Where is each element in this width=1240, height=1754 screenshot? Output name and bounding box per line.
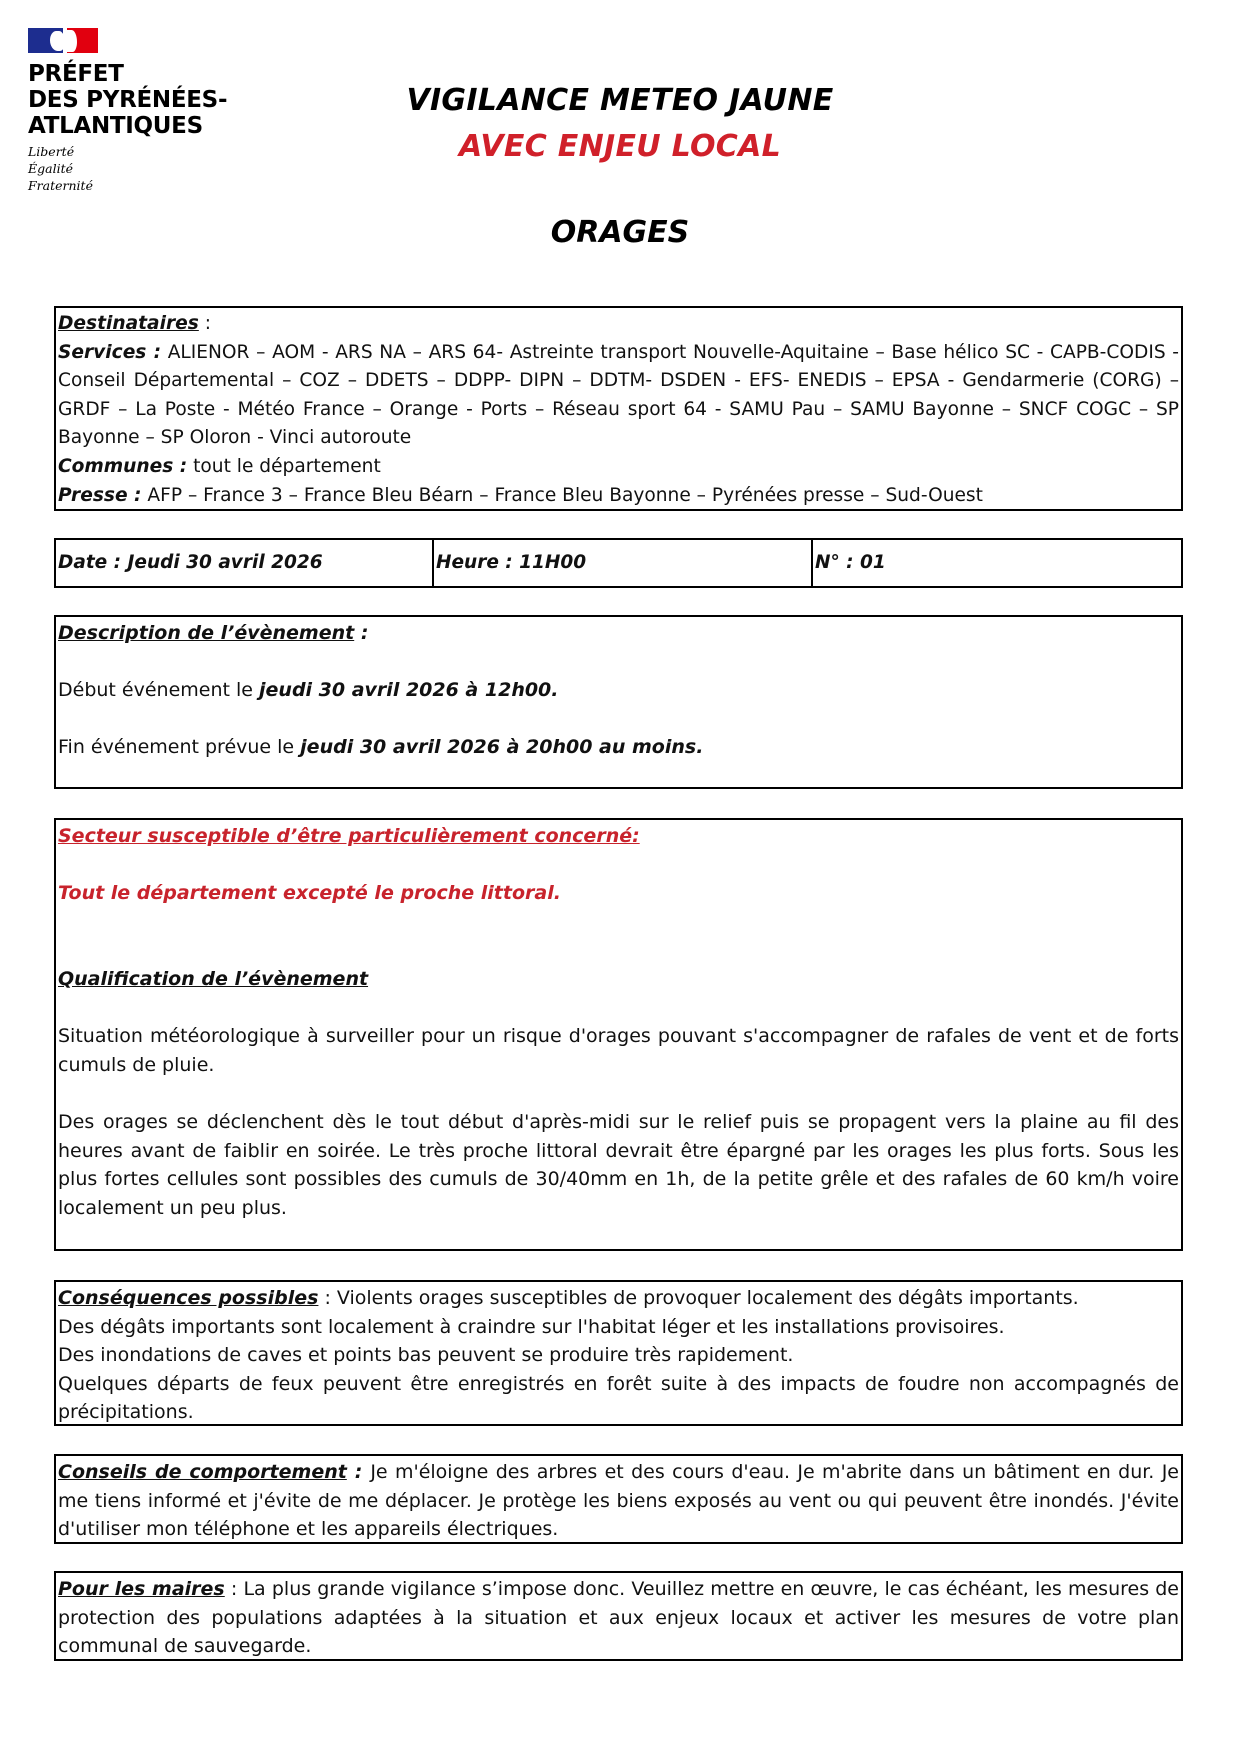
description-heading-line xyxy=(58,619,1181,648)
logo-title-line: DES PYRÉNÉES- xyxy=(28,87,228,113)
advice-heading-suffix: : xyxy=(346,1461,371,1483)
event-end-prefix: Fin événement prévue le xyxy=(58,736,301,759)
services-text: ALIENOR – AOM - ARS NA – ARS 64- Astreinte transport Nouvelle-Aquitaine – Base hélico SC - CAPB-CODIS - Conseil Départemental – COZ – DDETS – DDPP- DIPN – DDTM- DSDEN - EFS- ENEDIS – EPSA - Gendarmerie (CORG) – GRDF – La Poste - Météo France – Orange - Ports – Réseau sport 64 - SAMU Pau – SAMU Bayonne – SNCF COGC – SP Bayonne – SP Oloron - Vinci autoroute xyxy=(58,341,1179,449)
consequence-item: Des dégâts importants sont localement à craindre sur l'habitat léger et les installations provisoires. xyxy=(58,1315,1005,1338)
logo-title-line: ATLANTIQUES xyxy=(28,113,203,139)
advice-heading: Conseils de comportement xyxy=(58,1461,347,1483)
communes-line xyxy=(58,453,1179,482)
consequence-item: Quelques départs de feux peuvent être enregistrés en forêt suite à des impacts de foudre non accompagnés de précipitations. xyxy=(58,1372,1179,1424)
recipients-box xyxy=(54,306,1183,511)
presse-text: AFP – France 3 – France Bleu Béarn – France Bleu Bayonne – Pyrénées presse – Sud-Ouest xyxy=(141,484,983,506)
alert-subject: ORAGES xyxy=(550,215,690,250)
logo-motto xyxy=(28,143,248,194)
event-start-value: jeudi 30 avril 2026 à 12h00. xyxy=(259,679,559,702)
description-heading: Description de l’évènement xyxy=(58,622,355,644)
sector-text: Tout le département excepté le proche littoral. xyxy=(58,882,561,905)
document-header xyxy=(300,78,940,256)
mayors-heading: Pour les maires xyxy=(58,1578,225,1600)
behavior-advice-box xyxy=(54,1454,1183,1544)
consequence-item: Violents orages susceptibles de provoquer localement des dégâts importants. xyxy=(336,1287,1079,1309)
advice-paragraph xyxy=(58,1458,1179,1544)
qualification-paragraph-1: Situation météorologique à surveiller pour un risque d'orages pouvant s'accompagner de rafales de vent et de forts cumuls de pluie. xyxy=(58,1025,1179,1076)
mayors-heading-suffix: : xyxy=(224,1578,244,1600)
sector-heading: Secteur susceptible d’être particulièrement concerné: xyxy=(58,825,640,847)
event-end-value: jeudi 30 avril 2026 à 20h00 au moins. xyxy=(300,736,704,759)
alert-title: VIGILANCE METEO JAUNE xyxy=(406,83,834,118)
motto-line: Liberté xyxy=(28,144,75,159)
recipients-heading: Destinataires xyxy=(58,313,199,334)
mayors-paragraph xyxy=(58,1575,1179,1661)
mayors-box xyxy=(54,1571,1183,1661)
communes-text: tout le département xyxy=(187,455,381,477)
recipients-heading-line xyxy=(58,310,1179,339)
qualification-heading: Qualification de l’évènement xyxy=(58,967,369,990)
consequences-heading: Conséquences possibles xyxy=(58,1287,319,1309)
services-label: Services : xyxy=(58,341,162,363)
bulletin-number: N° : 01 xyxy=(815,551,886,573)
motto-line: Égalité xyxy=(28,161,73,176)
consequences-line-1 xyxy=(58,1284,1179,1313)
consequences-heading-suffix: : xyxy=(318,1287,337,1309)
event-end-line xyxy=(58,733,1181,762)
alert-subtitle: AVEC ENJEU LOCAL xyxy=(458,129,782,164)
bulletin-meta-table xyxy=(54,538,1183,588)
sector-qualification-box xyxy=(54,818,1183,1251)
mayors-text: La plus grande vigilance s’impose donc. Veuillez mettre en œuvre, le cas échéant, les mesures de protection des populations adaptées à la situation et aux enjeux locaux et activer les mesures de votre plan communal de sauvegarde. xyxy=(58,1578,1180,1658)
presse-label: Presse : xyxy=(58,484,142,506)
logo-title-line: PRÉFET xyxy=(28,61,124,87)
event-start-prefix: Début événement le xyxy=(58,679,260,702)
communes-label: Communes : xyxy=(58,455,188,477)
consequence-item: Des inondations de caves et points bas peuvent se produire très rapidement. xyxy=(58,1344,794,1367)
presse-line xyxy=(58,482,1179,511)
event-start-line xyxy=(58,676,1181,705)
consequences-box xyxy=(54,1280,1183,1426)
bulletin-date: Date : Jeudi 30 avril 2026 xyxy=(56,540,434,586)
advice-text: Je m'éloigne des arbres et des cours d'eau. Je m'abrite dans un bâtiment en dur. Je me tiens informé et j'évite de me déplacer. Je protège les biens exposés au vent ou qui peuvent être inondés. J'évite d'utiliser mon téléphone et les appareils électriques. xyxy=(58,1461,1180,1541)
recipients-heading-suffix: : xyxy=(198,313,212,334)
prefecture-logo xyxy=(28,28,248,194)
bulletin-time: Heure : 11H00 xyxy=(434,540,813,586)
event-description-box xyxy=(54,615,1183,789)
marianne-flag-icon xyxy=(28,28,98,53)
description-heading-suffix: : xyxy=(354,622,369,644)
logo-title xyxy=(28,61,248,139)
services-line xyxy=(58,339,1179,453)
motto-line: Fraternité xyxy=(28,178,93,193)
qualification-paragraph-2: Des orages se déclenchent dès le tout début d'après-midi sur le relief puis se propagent vers la plaine au fil des heures avant de faiblir en soirée. Le très proche littoral devrait être épargné par les orages les plus forts. Sous les plus fortes cellules sont possibles des cumuls de 30/40mm en 1h, de la petite grêle et des rafales de 60 km/h voire localement un peu plus. xyxy=(58,1110,1179,1219)
